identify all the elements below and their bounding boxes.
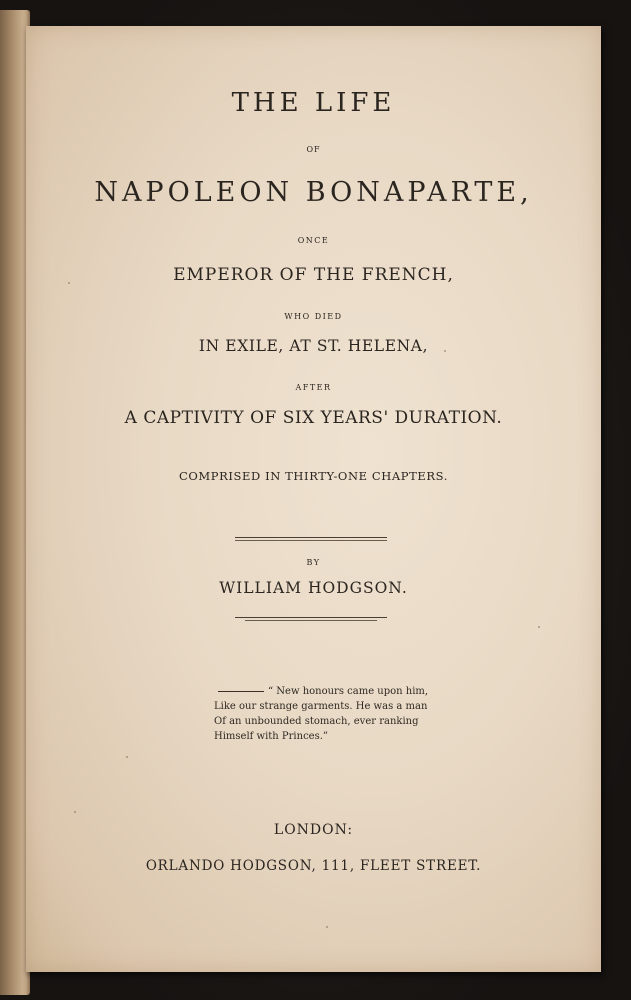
imprint-city: LONDON:	[273, 822, 354, 838]
after-label: AFTER	[295, 383, 332, 392]
epigraph-line: Himself with Princes.”	[214, 731, 329, 742]
role-line: EMPEROR OF THE FRENCH,	[173, 265, 454, 285]
divider-rule	[235, 537, 387, 538]
imprint-publisher: ORLANDO HODGSON, 111, FLEET STREET.	[145, 858, 482, 874]
epigraph-line: Of an unbounded stomach, ever ranking	[214, 716, 419, 727]
who-died-label: WHO DIED	[284, 312, 343, 321]
divider-rule	[235, 617, 387, 618]
author-name: WILLIAM HODGSON.	[219, 579, 408, 597]
once-label: ONCE	[297, 236, 330, 245]
title-of: OF	[306, 145, 321, 154]
epigraph-line: “ New honours came upon him,	[214, 684, 474, 699]
epigraph-line: Like our strange garments. He was a man	[214, 701, 428, 712]
chapters-line: COMPRISED IN THIRTY-ONE CHAPTERS.	[179, 469, 448, 483]
epigraph-dash	[218, 691, 264, 692]
epigraph	[214, 684, 474, 744]
title-page	[26, 26, 601, 972]
title-line: THE LIFE	[231, 88, 396, 118]
place-line: IN EXILE, AT ST. HELENA,	[198, 337, 429, 355]
title-subject: NAPOLEON BONAPARTE,	[94, 177, 533, 208]
by-label: BY	[306, 558, 321, 567]
captivity-line: A CAPTIVITY OF SIX YEARS' DURATION.	[124, 408, 503, 428]
